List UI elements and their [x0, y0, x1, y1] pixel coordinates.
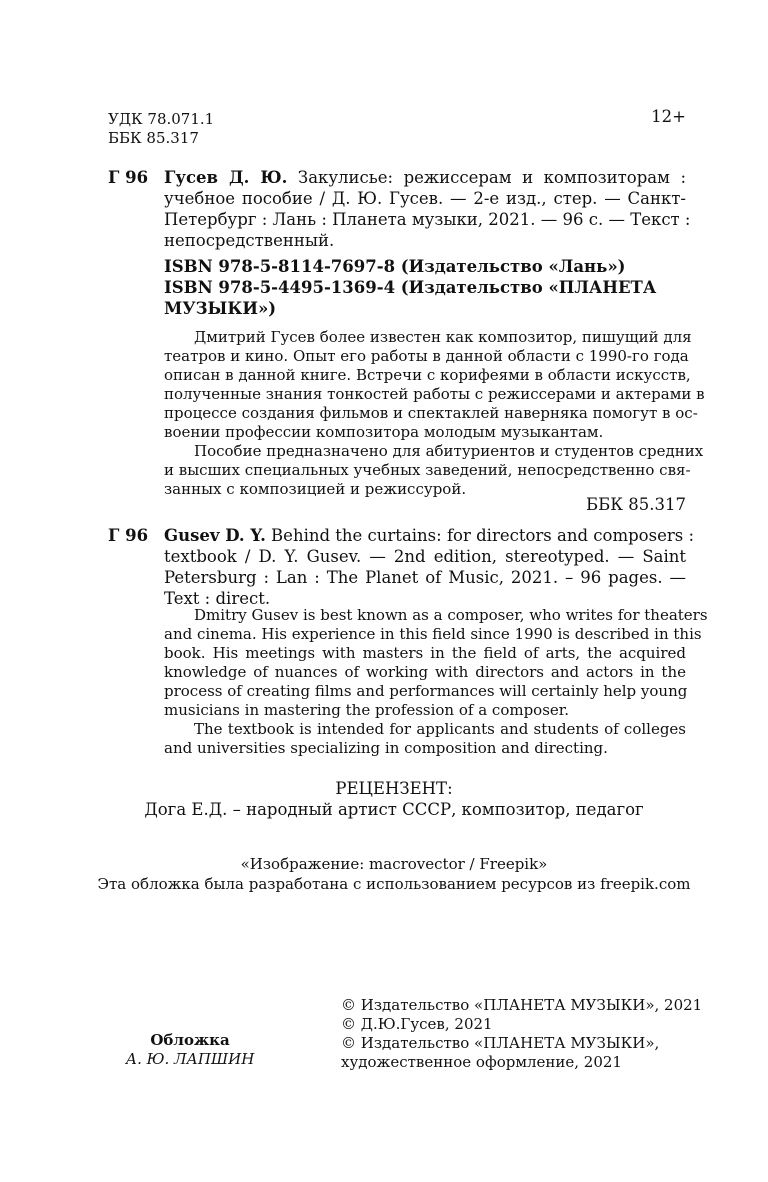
isbn-lan: ISBN 978-5-8114-7697-8 (Издательство «Лань») [164, 257, 626, 276]
ru-abstract-line: Дмитрий Гусев более известен как композитор, пишущий для [194, 328, 692, 346]
isbn-planeta-cont: МУЗЫКИ») [164, 299, 277, 318]
bbk-code: ББК 85.317 [108, 129, 199, 147]
image-credit-line2: Эта обложка была разработана с использованием ресурсов из freepik.com [97, 875, 691, 893]
en-entry-line-3: Petersburg : Lan : The Planet of Music, 2021. – 96 pages. — [164, 568, 686, 587]
en-abstract-line: The textbook is intended for applicants and students of colleges [194, 720, 686, 738]
ru-abstract-line: Пособие предназначено для абитуриентов и студентов средних [194, 442, 704, 460]
cover-label: Обложка [150, 1031, 230, 1049]
ru-abstract-line: занных с композицией и режиссурой. [164, 480, 467, 498]
age-rating: 12+ [651, 107, 686, 126]
isbn-planeta: ISBN 978-5-4495-1369-4 (Издательство «ПЛАНЕТА [164, 278, 657, 297]
ru-abstract-line: полученные знания тонкостей работы с режиссерами и актерами в [164, 385, 705, 403]
ru-abstract-line: и высших специальных учебных заведений, непосредственно свя- [164, 461, 691, 479]
ru-entry-line-2: учебное пособие / Д. Ю. Гусев. — 2-е изд., стер. — Санкт- [164, 189, 686, 208]
isbn-block [164, 256, 686, 319]
en-entry-author: Gusev D. Y. [164, 526, 266, 545]
en-abstract-line: process of creating films and performances will certainly help young [164, 682, 688, 700]
reviewer-heading: РЕЦЕНЗЕНТ: [335, 779, 453, 798]
ru-abstract-line: театров и кино. Опыт его работы в данной области с 1990-го года [164, 347, 689, 365]
reviewer-text: Дога Е.Д. – народный артист СССР, композитор, педагог [144, 800, 644, 819]
en-abstract-line: Dmitry Gusev is best known as a composer, who writes for theaters [194, 606, 708, 624]
en-entry-line-4: Text : direct. [164, 589, 271, 608]
cover-artist: А. Ю. ЛАПШИН [125, 1050, 255, 1068]
en-abstract-line: and cinema. His experience in this field since 1990 is described in this [164, 625, 702, 643]
ru-entry-code: Г 96 [108, 168, 149, 187]
ru-entry-line-4: непосредственный. [164, 231, 335, 250]
classification-block [108, 110, 214, 148]
en-abstract-line: and universities specializing in composition and directing. [164, 739, 608, 757]
copyright-line: © Д.Ю.Гусев, 2021 [341, 1015, 493, 1033]
copyright-line: художественное оформление, 2021 [341, 1053, 622, 1071]
ru-abstract-line: воении профессии композитора молодым музыкантам. [164, 423, 604, 441]
ru-bbk: ББК 85.317 [586, 495, 686, 514]
ru-entry-line-1: Гусев Д. Ю. Закулисье: режиссерам и композиторам : [164, 168, 687, 187]
ru-entry-author: Гусев Д. Ю. [164, 168, 288, 187]
ru-abstract-line: описан в данной книге. Встречи с корифеями в области искусств, [164, 366, 691, 384]
en-entry-line-1: Gusev D. Y. Behind the curtains: for directors and composers : [164, 526, 694, 545]
ru-abstract [164, 328, 705, 499]
copyright-block [341, 996, 703, 1072]
en-abstract [164, 606, 708, 758]
en-abstract-line: musicians in mastering the profession of a composer. [164, 701, 570, 719]
ru-entry-description [164, 167, 691, 251]
ru-abstract-line: процессе создания фильмов и спектаклей наверняка помогут в ос- [164, 404, 698, 422]
en-abstract-line: knowledge of nuances of working with directors and actors in the [164, 663, 686, 681]
en-entry-line-2: textbook / D. Y. Gusev. — 2nd edition, stereotyped. — Saint [164, 547, 686, 566]
udk-code: УДК 78.071.1 [108, 110, 215, 128]
image-credit-line1: «Изображение: macrovector / Freepik» [240, 855, 548, 873]
copyright-line: © Издательство «ПЛАНЕТА МУЗЫКИ», [341, 1034, 660, 1052]
ru-entry-line-3: Петербург : Лань : Планета музыки, 2021. — 96 с. — Текст : [164, 210, 691, 229]
en-entry-description [164, 525, 694, 609]
en-entry-code: Г 96 [108, 526, 149, 545]
copyright-line: © Издательство «ПЛАНЕТА МУЗЫКИ», 2021 [341, 996, 703, 1014]
en-abstract-line: book. His meetings with masters in the field of arts, the acquired [164, 644, 686, 662]
